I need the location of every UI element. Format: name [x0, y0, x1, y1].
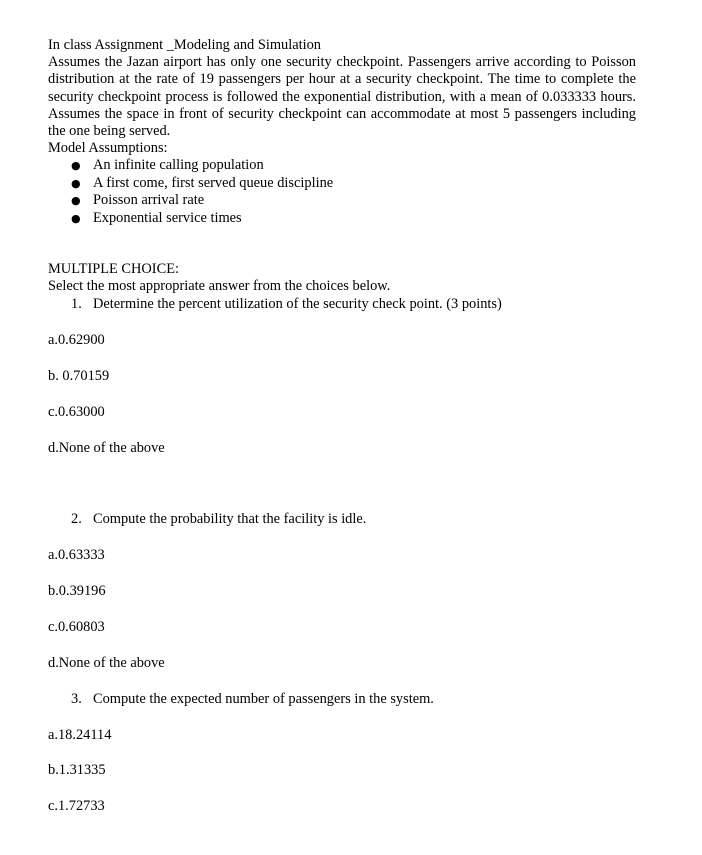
answer-option: b. 0.70159: [48, 368, 110, 384]
answer-option: a.18.24114: [48, 727, 112, 743]
question-text: Compute the expected number of passengers in the system.: [93, 691, 434, 707]
answer-option: c.0.63000: [48, 404, 105, 420]
bullet-icon: ●: [71, 176, 81, 190]
question-number: 1.: [71, 296, 82, 312]
answer-option: d.None of the above: [48, 440, 165, 456]
question-2: [71, 511, 366, 528]
assumption-item: [71, 210, 636, 227]
answer-option: b.1.31335: [48, 762, 106, 778]
assumption-text: Poisson arrival rate: [93, 192, 205, 209]
answer-option: a.0.62900: [48, 332, 105, 348]
answer-option: c.0.60803: [48, 619, 105, 635]
question-number: 2.: [71, 511, 82, 527]
question-number: 3.: [71, 691, 82, 707]
question-text: Determine the percent utilization of the security check point. (3 points): [93, 296, 502, 312]
bullet-icon: ●: [71, 159, 81, 173]
answer-option: c.1.72733: [48, 798, 105, 814]
problem-statement: Assumes the Jazan airport has only one security checkpoint. Passengers arrive according to Poisson distribution at the rate of 19 passengers per hour at a security checkpoint. The time to complete the security checkpoint process is followed the exponential distribution, with a mean of 0.033333 hours. Assumes the space in front of security checkpoint can accommodate at most 5 passengers including the one being served.: [48, 54, 636, 140]
bullet-icon: ●: [71, 194, 81, 208]
answer-option: a.0.63333: [48, 547, 105, 563]
assumption-item: [71, 192, 636, 209]
assumptions-heading: Model Assumptions:: [48, 140, 168, 157]
section-heading: MULTIPLE CHOICE:: [48, 261, 179, 277]
assumption-text: A first come, first served queue discipline: [93, 174, 334, 191]
instruction-text: Select the most appropriate answer from the choices below.: [48, 278, 391, 294]
assumptions-list: [48, 157, 636, 227]
document-intro: [48, 37, 636, 227]
assumption-item: [71, 157, 636, 174]
document-title: In class Assignment _Modeling and Simulation: [48, 37, 322, 53]
question-1: [71, 296, 502, 313]
answer-option: b.0.39196: [48, 583, 106, 599]
bullet-icon: ●: [71, 211, 81, 225]
assumption-item: [71, 175, 636, 192]
assumption-text: An infinite calling population: [93, 157, 264, 174]
assumption-text: Exponential service times: [93, 209, 242, 226]
answer-option: d.None of the above: [48, 655, 165, 671]
question-3: [71, 691, 434, 708]
question-text: Compute the probability that the facility is idle.: [93, 511, 367, 527]
